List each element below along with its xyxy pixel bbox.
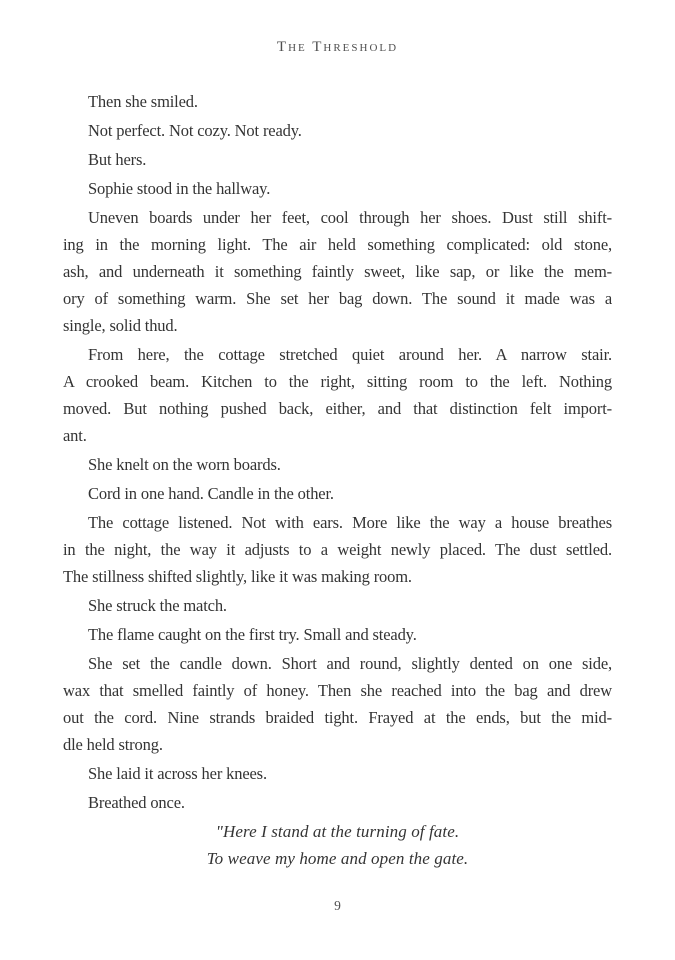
- text-block: [63, 88, 612, 874]
- paragraph: [63, 88, 612, 115]
- paragraph: [63, 650, 612, 758]
- text-line: But hers.: [88, 150, 147, 169]
- text-line: She set the candle down. Short and round, slightly dented on one side,: [88, 654, 612, 673]
- paragraph: [63, 480, 612, 507]
- text-line: ory of something warm. She set her bag down. The sound it made was a: [63, 289, 612, 308]
- text-line: single, solid thud.: [63, 316, 178, 335]
- paragraph: [63, 146, 612, 173]
- text-line: The stillness shifted slightly, like it was making room.: [63, 567, 412, 586]
- paragraph: [63, 760, 612, 787]
- page-number: 9: [334, 898, 341, 913]
- paragraph: [63, 621, 612, 648]
- paragraph: [63, 175, 612, 202]
- running-header: The Threshold: [276, 39, 399, 55]
- paragraph: [63, 509, 612, 590]
- text-line: She laid it across her knees.: [88, 764, 267, 783]
- text-line: Sophie stood in the hallway.: [88, 179, 271, 198]
- paragraph: [63, 341, 612, 449]
- text-line: wax that smelled faintly of honey. Then she reached into the bag and drew: [63, 681, 612, 700]
- text-line: dle held strong.: [63, 735, 163, 754]
- text-line: out the cord. Nine strands braided tight. Frayed at the ends, but the mid-: [63, 708, 612, 727]
- verse-line: To weave my home and open the gate.: [206, 849, 469, 868]
- paragraph: [63, 592, 612, 619]
- text-line: in the night, the way it adjusts to a weight newly placed. The dust settled.: [63, 540, 612, 559]
- text-line: Cord in one hand. Candle in the other.: [88, 484, 334, 503]
- text-line: Not perfect. Not cozy. Not ready.: [88, 121, 302, 140]
- text-line: ant.: [63, 426, 87, 445]
- text-line: Breathed once.: [88, 793, 185, 812]
- text-line: A crooked beam. Kitchen to the right, sitting room to the left. Nothing: [63, 372, 612, 391]
- text-line: Then she smiled.: [88, 92, 198, 111]
- text-line: moved. But nothing pushed back, either, and that distinction felt import-: [63, 399, 612, 418]
- text-line: Uneven boards under her feet, cool through her shoes. Dust still shift-: [88, 208, 612, 227]
- text-line: The cottage listened. Not with ears. More like the way a house breathes: [88, 513, 612, 532]
- paragraph: [63, 117, 612, 144]
- paragraph: [63, 204, 612, 339]
- text-line: She knelt on the worn boards.: [88, 455, 281, 474]
- text-line: ash, and underneath it something faintly sweet, like sap, or like the mem-: [63, 262, 612, 281]
- text-line: The flame caught on the first try. Small and steady.: [88, 625, 417, 644]
- text-line: From here, the cottage stretched quiet around her. A narrow stair.: [88, 345, 612, 364]
- text-line: ing in the morning light. The air held something complicated: old stone,: [63, 235, 612, 254]
- verse-paragraph: [63, 818, 612, 872]
- paragraph: [63, 451, 612, 478]
- text-line: She struck the match.: [88, 596, 227, 615]
- paragraph: [63, 789, 612, 816]
- verse-line: "Here I stand at the turning of fate.: [215, 822, 460, 841]
